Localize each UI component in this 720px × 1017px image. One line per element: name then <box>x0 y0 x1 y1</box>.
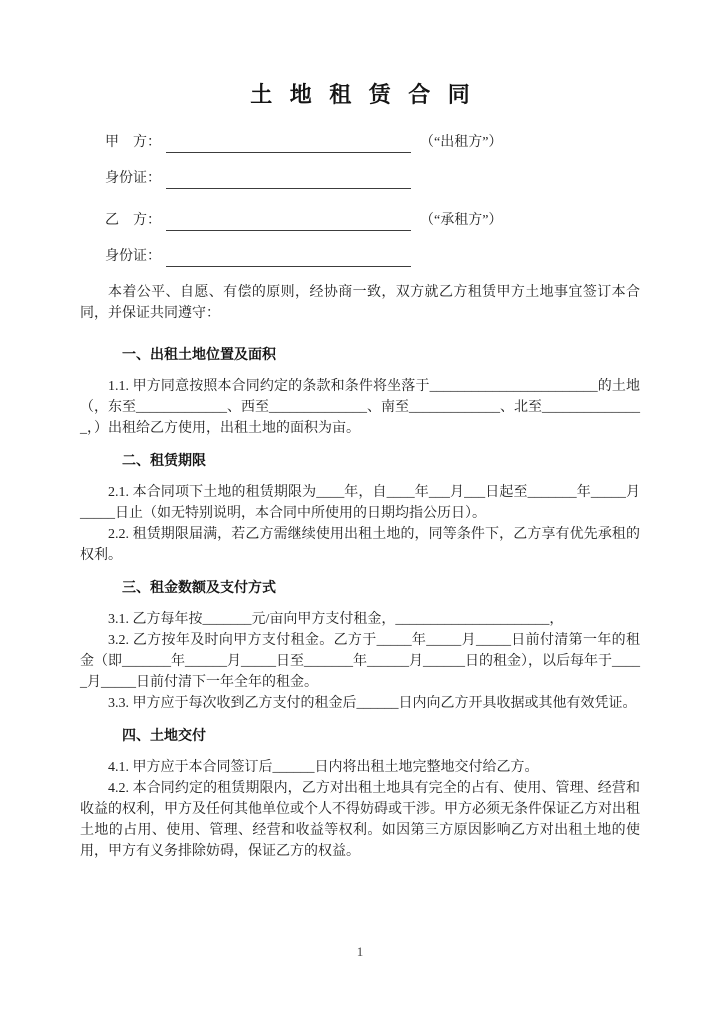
party-b-id-label: 身份证： <box>105 249 161 264</box>
page-number: 1 <box>356 944 364 959</box>
clause-2-2: 2.2. 租赁期限届满，若乙方需继续使用出租土地的，同等条件下，乙方享有优先承租的权利。 <box>80 527 640 563</box>
party-a-block <box>80 132 640 189</box>
clause-2-1: 2.1. 本合同项下土地的租赁期限为____年，自____年___月___日起至_______年_____月_____日止（如无特别说明，本合同中所使用的日期均指公历日）。 <box>80 485 640 521</box>
party-a-id-blank <box>166 171 411 189</box>
clause-4-1: 4.1. 甲方应于本合同签订后______日内将出租土地完整地交付给乙方。 <box>108 760 539 775</box>
party-a-alias: （“出租方”） <box>420 135 503 150</box>
clause-3-2: 3.2. 乙方按年及时向甲方支付租金。乙方于_____年_____月_____日前付清第一年的租金（即_______年______月_____日至_______年______月______日的租金），以后每年于_____月_____日前付清下一年全年的租金。 <box>80 633 640 690</box>
section-2-heading: 二、租赁期限 <box>122 454 206 469</box>
party-a-name-blank <box>166 135 411 153</box>
party-b-name-row <box>105 210 640 231</box>
section-3-heading: 三、租金数额及支付方式 <box>122 581 276 596</box>
party-a-label: 甲 方： <box>105 135 161 150</box>
clause-3-1: 3.1. 乙方每年按_______元/亩向甲方支付租金，______________________， <box>108 612 564 627</box>
party-b-alias: （“承租方”） <box>420 213 503 228</box>
party-b-name-blank <box>166 213 411 231</box>
party-b-id-blank <box>166 249 411 267</box>
clause-4-2: 4.2. 本合同约定的租赁期限内，乙方对出租土地具有完全的占有、使用、管理、经营和收益的权利，甲方及任何其他单位或个人不得妨碍或干涉。甲方必须无条件保证乙方对出租土地的占用、使用、管理、经营和收益等权利。如因第三方原因影响乙方对出租土地的使用，甲方有义务排除妨碍，保证乙方的权益。 <box>80 781 640 859</box>
clause-3-3: 3.3. 甲方应于每次收到乙方支付的租金后______日内向乙方开具收据或其他有效凭证。 <box>108 696 637 711</box>
party-a-name-row <box>105 132 640 153</box>
preamble-paragraph: 本着公平、自愿、有偿的原则，经协商一致，双方就乙方租赁甲方土地事宜签订本合同，并保证共同遵守： <box>80 285 640 321</box>
page-title: 土 地 租 赁 合 同 <box>250 82 476 107</box>
party-a-id-label: 身份证： <box>105 171 161 186</box>
party-b-label: 乙 方： <box>105 213 161 228</box>
clause-1-1: 1.1. 甲方同意按照本合同约定的条款和条件将坐落于________________________的土地（，东至_____________、西至______________、南至_____________、北至_______________，）出租给乙方使用，出租土地的面积为亩。 <box>80 379 640 436</box>
party-a-id-row <box>105 168 640 189</box>
section-1-heading: 一、出租土地位置及面积 <box>122 348 276 363</box>
party-b-id-row <box>105 246 640 267</box>
party-b-block <box>80 210 640 267</box>
section-4-heading: 四、土地交付 <box>122 729 206 744</box>
